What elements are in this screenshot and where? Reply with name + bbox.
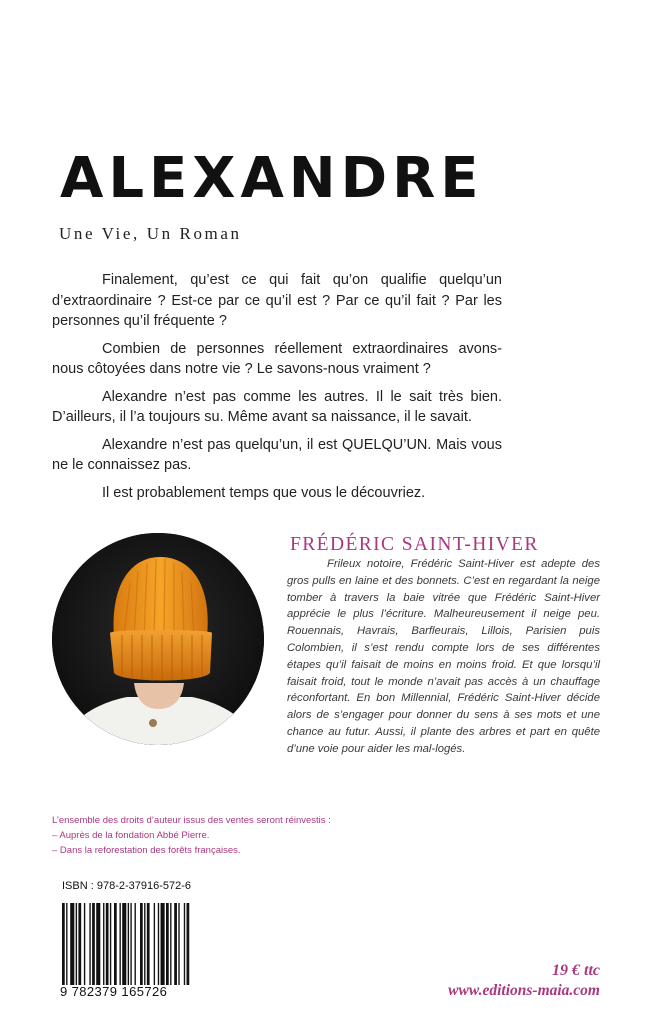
barcode-bar — [184, 903, 185, 985]
synopsis — [52, 270, 502, 510]
barcode-bar — [119, 903, 120, 985]
barcode-bar — [92, 903, 95, 985]
barcode — [62, 903, 192, 985]
barcode-bar — [84, 903, 85, 985]
author-bio — [287, 556, 600, 758]
synopsis-paragraph: Combien de personnes réellement extraordinaires avons-nous côtoyées dans notre vie ? Le savons-nous vraiment ? — [52, 340, 502, 377]
barcode-bar — [110, 903, 111, 985]
author-photo — [52, 533, 264, 745]
barcode-bar — [166, 903, 169, 985]
book-title: ALEXANDRE — [60, 146, 484, 211]
barcode-bar — [158, 903, 159, 985]
barcode-bar — [170, 903, 171, 985]
royalties-item: – Auprès de la fondation Abbé Pierre. — [52, 830, 210, 841]
barcode-bar — [62, 903, 65, 985]
barcode-bar — [178, 903, 179, 985]
barcode-bar — [130, 903, 131, 985]
barcode-bar — [147, 903, 150, 985]
synopsis-paragraph: Il est probablement temps que vous le découvriez. — [102, 484, 426, 501]
barcode-bar — [128, 903, 129, 985]
publisher-website[interactable]: www.editions-maia.com — [448, 982, 600, 999]
barcode-bar — [122, 903, 126, 985]
barcode-bar — [70, 903, 74, 985]
barcode-bar — [76, 903, 77, 985]
author-photo-illustration — [52, 533, 264, 745]
barcode-bar — [114, 903, 117, 985]
barcode-bar — [96, 903, 100, 985]
barcode-bar — [154, 903, 155, 985]
author-bio-text: Frileux notoire, Frédéric Saint-Hiver est adepte des gros pulls en laine et des bonnets. C’est en regardant la neige tomber à travers la baie vitrée que Frédéric Saint-Hiver apprécie le plus l’écriture. Malheureusement il neige peu. Rouennais, Havrais, Barfleurais, Lillois, Parisien puis Colombien, il s’est rendu compte lors de ses différentes étapes qu’il faisait de moins en moins froid. Et que lorsqu’il faisait froid, tout le monde n’avait pas accès à un chauffage réconfortant. En bon Millennial, Frédéric Saint-Hiver décide alors de s’engager pour donner du sens à ses mots et une chance au futur. Aussi, il plante des arbres et part en quête d’une voie pour aider les mal-logés. — [287, 558, 600, 755]
barcode-bar — [78, 903, 81, 985]
barcode-bar — [187, 903, 190, 985]
isbn-label: ISBN : 978-2-37916-572-6 — [62, 880, 192, 892]
barcode-bar — [161, 903, 165, 985]
price: 19 € ttc — [552, 962, 600, 979]
barcode-bar — [103, 903, 104, 985]
barcode-digits: 9 782379 165726 — [60, 984, 168, 999]
barcode-bar — [106, 903, 109, 985]
barcode-bar — [144, 903, 145, 985]
royalties-intro: L’ensemble des droits d’auteur issus des ventes seront réinvestis : — [52, 815, 331, 826]
author-name: FRÉDÉRIC SAINT-HIVER — [290, 534, 539, 555]
barcode-bar — [135, 903, 136, 985]
barcode-bar — [140, 903, 143, 985]
barcode-bar — [89, 903, 90, 985]
book-subtitle: Une Vie, Un Roman — [59, 224, 242, 243]
synopsis-paragraph: Alexandre n’est pas quelqu’un, il est QUELQU’UN. Mais vous ne le connaissez pas. — [52, 436, 502, 473]
royalties-item: – Dans la reforestation des forêts françaises. — [52, 845, 241, 856]
synopsis-paragraph: Finalement, qu’est ce qui fait qu’on qualifie quelqu’un d’extraordinaire ? Est-ce par ce qu’il est ? Par ce qu’il fait ? Par les personnes qu’il fréquente ? — [52, 272, 502, 329]
royalties-notice — [52, 813, 331, 858]
synopsis-paragraph: Alexandre n’est pas comme les autres. Il le sait très bien. D’ailleurs, il l’a toujours su. Même avant sa naissance, il le savait. — [52, 388, 502, 425]
barcode-bar — [66, 903, 67, 985]
barcode-bar — [174, 903, 177, 985]
